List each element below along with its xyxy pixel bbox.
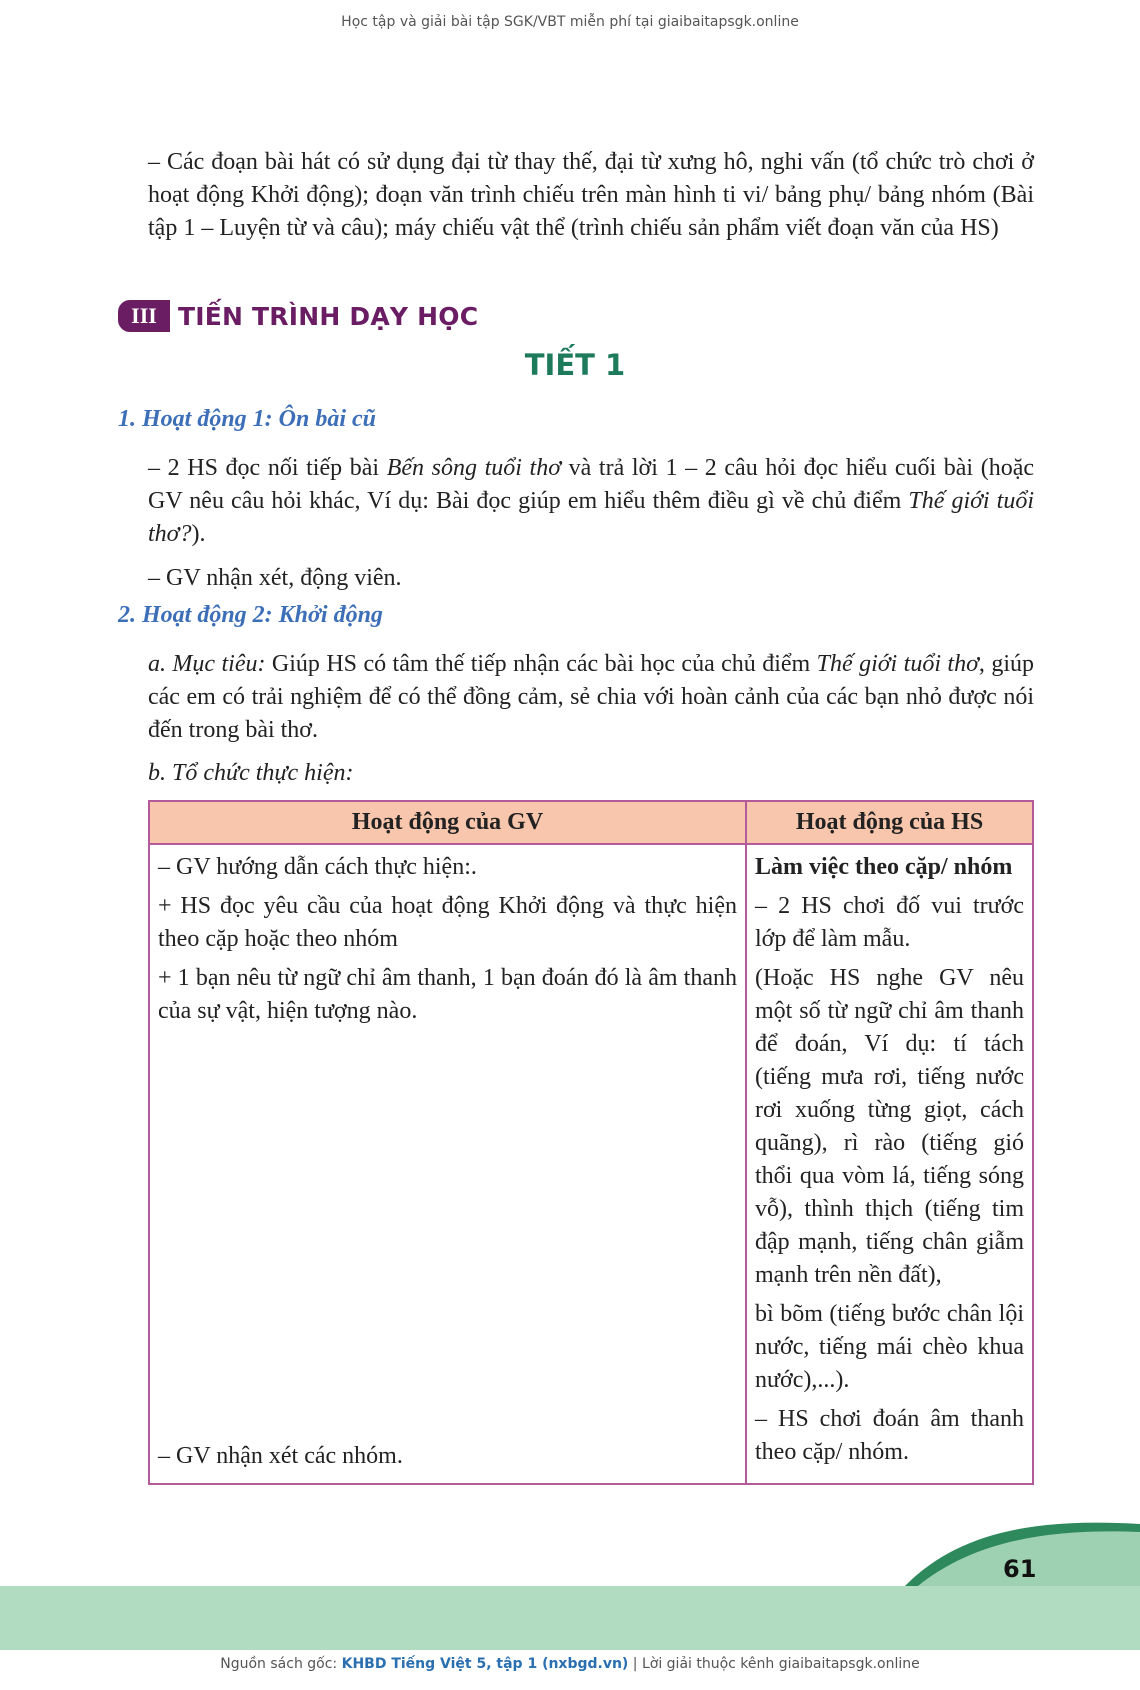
gv-step-2: + HS đọc yêu cầu của hoạt động Khởi động và thực hiện theo cặp hoặc theo nhóm xyxy=(158,893,737,952)
section-heading xyxy=(118,300,478,332)
column-header-gv: Hoạt động của GV xyxy=(149,801,746,844)
gv-activity-cell xyxy=(149,844,746,1484)
gv-step-1: – GV hướng dẫn cách thực hiện:. xyxy=(158,854,477,880)
goal-text-a: Giúp HS có tâm thế tiếp nhận các bài học của chủ điểm xyxy=(265,651,817,677)
gv-step-3: + 1 bạn nêu từ ngữ chỉ âm thanh, 1 bạn đoán đó là âm thanh của sự vật, hiện tượng nào. xyxy=(158,965,737,1024)
goal-text-b: Thế giới tuổi thơ xyxy=(816,651,979,677)
activity-2-organization-label xyxy=(148,757,1034,790)
footer-suffix: | Lời giải thuộc kênh giaibaitapsgk.online xyxy=(628,1656,920,1672)
hs-step-3: bì bõm (tiếng bước chân lội nước, tiếng mái chèo khua nước),...). xyxy=(755,1301,1024,1393)
hs-step-2: (Hoặc HS nghe GV nêu một số từ ngữ chỉ âm thanh để đoán, Ví dụ: tí tách (tiếng mưa rơi, tiếng nước rơi xuống từng giọt, cách quãng), rì rào (tiếng gió thổi qua vòm lá, tiếng sóng vỗ), thình thịch (tiếng tim đập mạnh, tiếng chân giẫm mạnh trên nền đất), xyxy=(755,965,1024,1288)
gv-step-4: – GV nhận xét các nhóm. xyxy=(158,1443,403,1469)
activity-1-text-c: và trả lời 1 – 2 câu hỏi đọc hiểu cuối bài (hoặc GV nêu câu hỏi khác, Ví dụ: Bài đọc giúp em hiểu thêm điều gì về chủ điểm xyxy=(148,455,1035,514)
section-title: TIẾN TRÌNH DẠY HỌC xyxy=(178,301,479,331)
hs-activity-cell xyxy=(746,844,1033,1484)
organization-label: b. Tổ chức thực hiện: xyxy=(148,760,354,786)
table-header-row xyxy=(149,801,1033,844)
footer-prefix: Nguồn sách gốc: xyxy=(220,1656,342,1672)
hs-step-1: – 2 HS chơi đố vui trước lớp để làm mẫu. xyxy=(755,893,1024,952)
activity-1-paragraph-2: – GV nhận xét, động viên. xyxy=(148,565,402,591)
goal-label: a. Mục tiêu: xyxy=(148,651,266,677)
activity-1-text-a: – 2 HS đọc nối tiếp bài xyxy=(148,455,387,481)
page-footer xyxy=(0,1656,1140,1672)
footer-decoration xyxy=(0,1520,1140,1650)
activity-1-text-d: Thế giới tuổi thơ? xyxy=(148,488,1034,547)
activity-2-heading: 2. Hoạt động 2: Khởi động xyxy=(118,602,383,628)
activity-1-paragraph xyxy=(148,452,1034,551)
column-header-hs: Hoạt động của HS xyxy=(746,801,1033,844)
goal-text-c: , giúp các em có trải nghiệm để có thể đồng cảm, sẻ chia với hoàn cảnh của các bạn nhỏ được nói đến trong bài thơ. xyxy=(148,651,1035,743)
hs-step-4: – HS chơi đoán âm thanh theo cặp/ nhóm. xyxy=(755,1406,1024,1465)
activity-1-heading: 1. Hoạt động 1: Ôn bài cũ xyxy=(118,406,377,432)
page-header: Học tập và giải bài tập SGK/VBT miễn phí tại giaibaitapsgk.online xyxy=(341,14,799,30)
activity-2-goal xyxy=(148,648,1034,747)
table-row xyxy=(149,844,1033,1484)
page-number: 61 xyxy=(1003,1555,1037,1583)
activity-1-text-e: ). xyxy=(191,521,206,547)
footer-source-link[interactable]: KHBD Tiếng Việt 5, tập 1 (nxbgd.vn) xyxy=(341,1656,629,1672)
activity-table xyxy=(148,800,1034,1485)
section-number-badge: III xyxy=(118,300,170,332)
activity-1-text-b: Bến sông tuổi thơ xyxy=(386,455,562,481)
lesson-period-title: TIẾT 1 xyxy=(524,348,626,382)
intro-paragraph: – Các đoạn bài hát có sử dụng đại từ thay thế, đại từ xưng hô, nghi vấn (tổ chức trò chơi ở hoạt động Khởi động); đoạn văn trình chiếu trên màn hình ti vi/ bảng phụ/ bảng nhóm (Bài tập 1 – Luyện từ và câu); máy chiếu vật thể (trình chiếu sản phẩm viết đoạn văn của HS) xyxy=(148,149,1034,241)
hs-mode: Làm việc theo cặp/ nhóm xyxy=(755,854,1013,880)
